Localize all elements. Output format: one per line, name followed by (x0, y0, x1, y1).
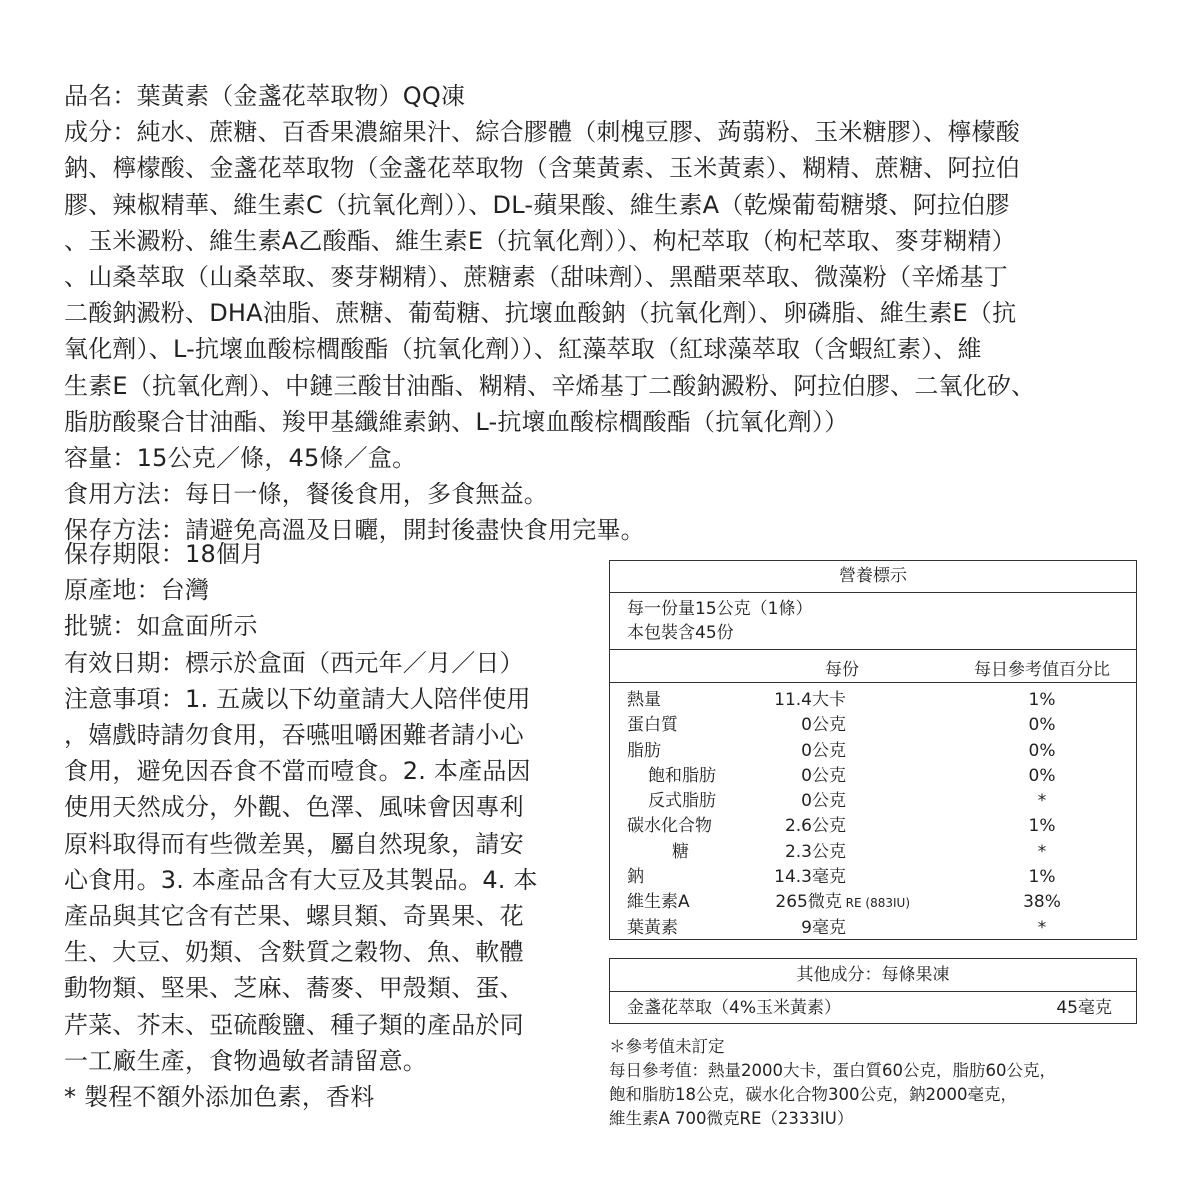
other-ingredient-name: 金盞花萃取（4%玉米黃素） (627, 998, 841, 1018)
ingredients-line: 生素E（抗氧化劑）、中鏈三酸甘油酯、糊精、辛烯基丁二酸鈉澱粉、阿拉伯膠、二氧化矽、 (64, 371, 1036, 400)
nutrient-amount: 265微克 RE (883IU) (775, 892, 910, 913)
caution-line: ，嬉戲時請勿食用，吞嚥咀嚼困難者請小心 (64, 721, 524, 750)
nutrient-amount: 11.4大卡 (774, 690, 846, 710)
nutrient-name: 飽和脂肪 (648, 765, 716, 786)
nutrient-amount: 0公克 (801, 740, 846, 761)
nutrient-amount: 2.6公克 (784, 816, 846, 837)
origin-line: 原產地：台灣 (64, 576, 210, 605)
serving-info (610, 593, 1136, 650)
nutrient-amount: 0公克 (801, 791, 846, 812)
caution-line: 產品與其它含有芒果、螺貝類、奇異果、花 (64, 902, 524, 931)
nutrient-percent: 0% (1028, 740, 1056, 761)
other-ingredients-table (609, 958, 1137, 1024)
caution-line: 芹菜、芥末、亞硫酸鹽、種子類的產品於同 (64, 1010, 524, 1039)
nutrient-amount: 14.3毫克 (774, 867, 846, 888)
reference-star-note: ＊參考值未訂定 (609, 1037, 725, 1056)
nutrient-amount: 9毫克 (801, 917, 846, 938)
nutrition-header (610, 650, 1136, 683)
nutrition-row (610, 764, 1136, 789)
nutrient-percent: * (1037, 917, 1047, 938)
nutrient-name: 糖 (672, 841, 689, 862)
other-ingredients-title: 其他成分：每條果凍 (610, 959, 1136, 992)
caution-line: 使用天然成分，外觀、色澤、風味會因專利 (64, 793, 524, 822)
storage-line: 保存方法：請避免高溫及日曬，開封後盡快食用完畢。 (64, 516, 645, 545)
nutrition-row (610, 789, 1136, 814)
serving-size: 每一份量15公克（1條） (627, 599, 813, 619)
nutrition-row (610, 890, 1136, 915)
nutrient-percent: 0% (1028, 715, 1056, 736)
nutrition-row (610, 814, 1136, 839)
nutrient-name: 反式脂肪 (648, 791, 716, 812)
caution-line: 注意事項：1. 五歲以下幼童請大人陪伴使用 (64, 684, 531, 713)
daily-reference-line: 維生素A 700微克RE（2333IU） (609, 1109, 854, 1128)
ingredients-line: 氧化劑）、L-抗壞血酸棕櫚酸酯（抗氧化劑））、紅藻萃取（紅球藻萃取（含蝦紅素）、維 (64, 335, 982, 364)
ingredients-line: 、山桑萃取（山桑萃取、麥芽糊精）、蔗糖素（甜味劑）、黑醋栗萃取、微藻粉（辛烯基丁 (64, 263, 1008, 292)
caution-line: 動物類、堅果、芝麻、蕎麥、甲殼類、蛋、 (64, 974, 524, 1003)
nutrient-name: 碳水化合物 (627, 816, 712, 837)
per-serving-header: 每份 (825, 660, 859, 680)
expiry-line: 有效日期：標示於盒面（西元年／月／日） (64, 648, 524, 677)
nutrition-table (609, 560, 1137, 940)
caution-line: 一工廠生產，食物過敏者請留意。 (64, 1046, 427, 1075)
additive-note-line: * 製程不額外添加色素，香料 (64, 1083, 375, 1112)
details-column (64, 536, 584, 1115)
nutrient-amount: 0公克 (801, 765, 846, 786)
reference-notes (609, 1035, 1169, 1131)
product-info (64, 78, 1144, 549)
ingredients-line: 、玉米澱粉、維生素A乙酸酯、維生素E（抗氧化劑））、枸杞萃取（枸杞萃取、麥芽糊精） (64, 226, 1016, 255)
nutrient-name: 蛋白質 (627, 715, 678, 736)
nutrition-rows (610, 683, 1136, 941)
ingredients-line: 鈉、檸檬酸、金盞花萃取物（金盞花萃取物（含葉黃素、玉米黃素）、糊精、蔗糖、阿拉伯 (64, 154, 1020, 183)
caution-line: 原料取得而有些微差異，屬自然現象，請安 (64, 829, 524, 858)
nutrient-name: 熱量 (627, 690, 661, 710)
nutrient-percent: * (1037, 841, 1047, 862)
usage-line: 食用方法：每日一條，餐後食用，多食無益。 (64, 480, 548, 509)
nutrition-row (610, 688, 1136, 713)
batch-line: 批號：如盒面所示 (64, 612, 258, 641)
product-name-line: 品名：葉黃素（金盞花萃取物）QQ凍 (64, 82, 466, 110)
nutrient-name: 葉黃素 (627, 917, 678, 938)
nutrition-row (610, 739, 1136, 764)
nutrient-percent: 1% (1028, 690, 1056, 710)
nutrient-percent: 1% (1028, 867, 1056, 888)
nutrient-percent: * (1037, 791, 1047, 812)
ingredients-line: 膠、辣椒精華、維生素C（抗氧化劑））、DL-蘋果酸、維生素A（乾燥葡萄糖漿、阿拉伯膠 (64, 190, 1010, 219)
nutrient-percent: 38% (1023, 892, 1061, 913)
ingredients-line: 二酸鈉澱粉、DHA油脂、蔗糖、葡萄糖、抗壞血酸鈉（抗氧化劑）、卵磷脂、維生素E（抗 (64, 299, 1017, 328)
nutrient-percent: 0% (1028, 765, 1056, 786)
daily-reference-line: 飽和脂肪18公克，碳水化合物300公克，鈉2000毫克， (609, 1085, 1017, 1104)
nutrient-name: 鈉 (627, 867, 644, 888)
caution-line: 心食用。3. 本產品含有大豆及其製品。4. 本 (64, 865, 538, 894)
servings-per-pack: 本包裝含45份 (627, 623, 734, 643)
other-ingredient-amount: 45毫克 (1056, 998, 1112, 1018)
nutrient-name: 脂肪 (627, 740, 661, 761)
nutrition-row (610, 916, 1136, 941)
other-ingredient-row (610, 992, 1136, 1024)
caution-line: 生、大豆、奶類、含麩質之穀物、魚、軟體 (64, 938, 524, 967)
nutrient-amount: 2.3公克 (784, 841, 846, 862)
nutrient-name: 維生素A (627, 892, 690, 913)
ingredients-line: 脂肪酸聚合甘油酯、羧甲基纖維素鈉、L-抗壞血酸棕櫚酸酯（抗氧化劑）） (64, 407, 849, 436)
daily-reference-line: 每日參考值：熱量2000大卡，蛋白質60公克，脂肪60公克， (609, 1061, 1056, 1080)
nutrition-row (610, 865, 1136, 890)
nutrition-row (610, 713, 1136, 738)
caution-line: 食用，避免因吞食不當而噎食。2. 本產品因 (64, 757, 531, 786)
nutrient-amount: 0公克 (801, 715, 846, 736)
shelf-life-line: 保存期限：18個月 (64, 540, 265, 568)
nutrient-percent: 1% (1028, 816, 1056, 837)
ingredients-line: 成分：純水、蔗糖、百香果濃縮果汁、綜合膠體（刺槐豆膠、蒟蒻粉、玉米糖膠）、檸檬酸 (64, 118, 1020, 147)
nutrition-title: 營養標示 (610, 561, 1136, 593)
iu-note: RE (883IU) (841, 896, 910, 911)
nutrition-row (610, 840, 1136, 865)
daily-value-header: 每日參考值百分比 (974, 660, 1110, 680)
capacity-line: 容量：15公克／條，45條／盒。 (64, 444, 417, 473)
